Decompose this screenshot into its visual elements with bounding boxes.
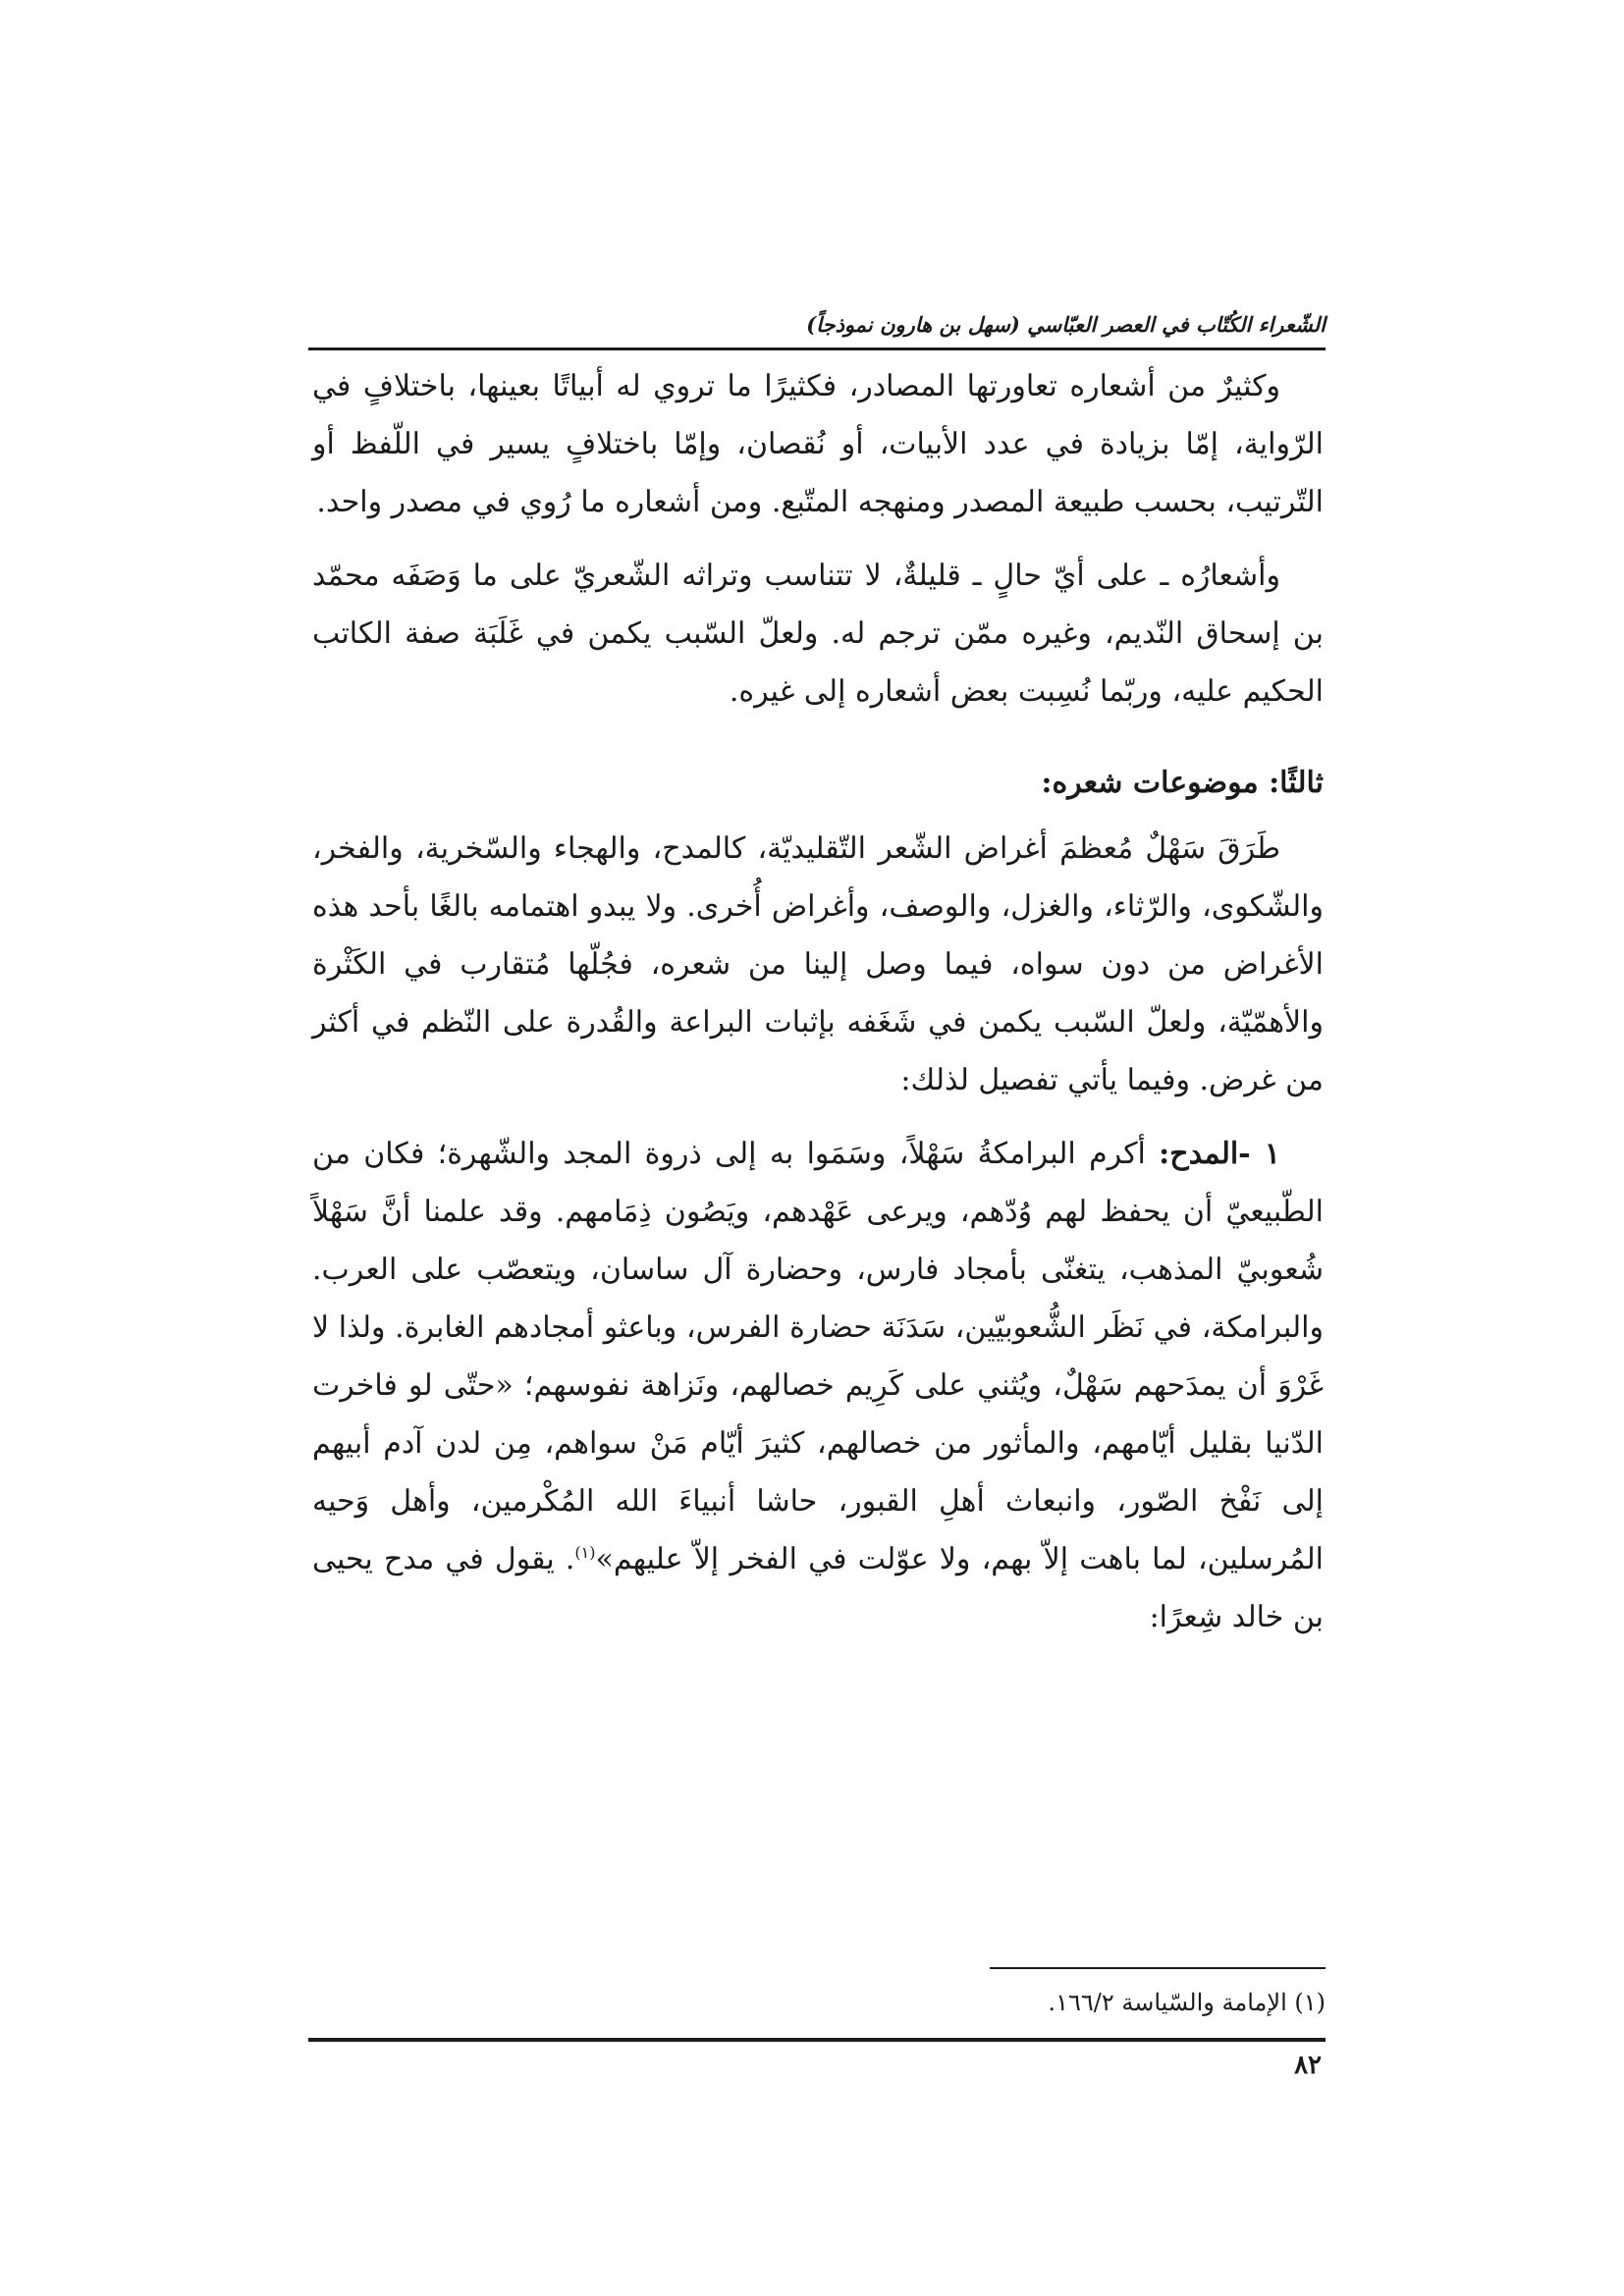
- footer-rule: [308, 2038, 1326, 2042]
- paragraph-4-lead: ١ -المدح:: [1159, 1137, 1280, 1171]
- header-rule: [308, 347, 1326, 350]
- footnote-1: (١) الإمامة والسّياسة ١٦٦/٢.: [1048, 1989, 1326, 2016]
- paragraph-4-text: أكرم البرامكةُ سَهْلاً، وسَمَوا به إلى ذروة المجد والشّهرة؛ فكان من الطّبيعيّ أن يحفظ لهم وُدّهم، ويرعى عَهْدهم، ويَصُون ذِمَامهم. وقد علمنا أنَّ سَهْلاً شُعوبيّ المذهب، يتغنّى بأمجاد فارس، وحضارة آل ساسان، ويتعصّب على العرب. والبرامكة، في نَظَر الشُّعوبيّين، سَدَنَة حضارة الفرس، وباعثو أمجادهم الغابرة. ولذا لا غَرْوَ أن يمدَحهم سَهْلٌ، ويُثني على كَرِيم خصالهم، ونَزاهة نفوسهم؛ «حتّى لو فاخرت الدّنيا بقليل أيّامهم، والمأثور من خصالهم، كثيرَ أيّام مَنْ سواهم، مِن لدن آدم أبيهم إلى نَفْخ الصّور، وانبعاث أهلِ القبور، حاشا أنبياءَ الله المُكْرمين، وأهل وَحيه المُرسلين، لما باهت إلاّ بهم، ولا عوّلت في الفخر إلاّ عليهم»: [312, 1137, 1324, 1576]
- footnote-ref-1: (١): [574, 1543, 596, 1562]
- paragraph-2: وأشعارُه ـ على أيّ حالٍ ـ قليلةٌ، لا تتناسب وتراثه الشّعريّ على ما وَصَفَه محمّد بن إسحاق النّديم، وغيره ممّن ترجم له. ولعلّ السّبب يكمن في غَلَبَة صفة الكاتب الحكيم عليه، وربّما نُسِبت بعض أشعاره إلى غيره.: [312, 559, 1324, 709]
- page-number: ٨٢: [1294, 2051, 1322, 2080]
- main-text: [312, 357, 1324, 1662]
- paragraph-4-tail: . يقول في مدح يحيى بن خالد شِعرًا:: [312, 1542, 1324, 1634]
- running-header: الشّعراء الكُتّاب في العصر العبّاسي (سهل بن هارون نموذجاً): [806, 312, 1326, 337]
- paragraph-4: [312, 1125, 1324, 1646]
- section-heading: ثالثًا: موضوعات شعره:: [1041, 766, 1324, 800]
- paragraph-3: طَرَقَ سَهْلٌ مُعظمَ أغراض الشّعر التّقليديّة، كالمدح، والهجاء والسّخرية، والفخر، والشّكوى، والرّثاء، والغزل، والوصف، وأغراض أُخرى. ولا يبدو اهتمامه بالغًا بأحد هذه الأغراض من دون سواه، فيما وصل إلينا من شعره، فجُلّها مُتقارب في الكَثْرة والأهمّيّة، ولعلّ السّبب يكمن في شَغَفه بإثبات البراعة والقُدرة على النّظم في أكثر من غرض. وفيما يأتي تفصيل لذلك:: [312, 831, 1324, 1097]
- footnote-rule: [990, 1967, 1326, 1969]
- paragraph-1: وكثيرٌ من أشعاره تعاورتها المصادر، فكثيرًا ما تروي له أبياتًا بعينها، باختلافٍ في الرّواية، إمّا بزيادة في عدد الأبيات، أو نُقصان، وإمّا باختلافٍ يسير في اللّفظ أو التّرتيب، بحسب طبيعة المصدر ومنهجه المتّبع. ومن أشعاره ما رُوي في مصدر واحد.: [312, 369, 1324, 519]
